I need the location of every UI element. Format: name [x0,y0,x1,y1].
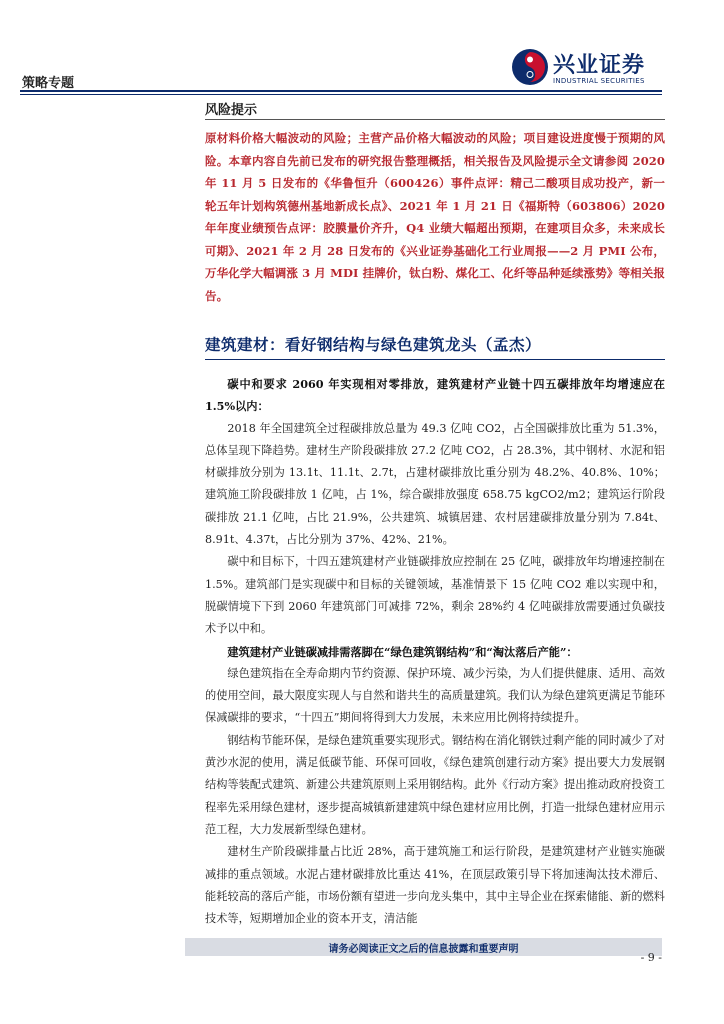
risk-heading-rule [205,119,665,120]
brand-logo [511,44,661,94]
brand-name: 兴业证券 [553,53,646,78]
section-title: 建筑建材：看好钢结构与绿色建筑龙头（孟杰） [205,336,542,354]
risk-heading: 风险提示 [205,103,258,118]
brand-emblem-icon [511,48,549,86]
report-section-label: 策略专题 [22,76,75,91]
header-divider [20,90,662,92]
paragraph: 2018 年全国建筑全过程碳排放总量为 49.3 亿吨 CO2，占全国碳排放比重为 51.3%，总体呈现下降趋势。建材生产阶段碳排放 27.2 亿吨 CO2，占 28.3%，其中钢材、水泥和铝材碳排放分别为 13.1t、11.1t、2.7t，占建材碳排放比重分别为 48.2%、40.8%、10%；建筑施工阶段碳排放 1 亿吨，占 1%，综合碳排放强度 658.75 kgCO2/m2；建筑运行阶段碳排放 21.1 亿吨，占比 21.9%，公共建筑、城镇居建、农村居建碳排放量分别为 7.84t、8.91t、4.37t，占比分别为 37%、42%、21%。 [205,421,665,547]
brand-subtitle: INDUSTRIAL SECURITIES [553,77,645,85]
footer-notice-bar [185,938,662,956]
section-body [205,373,665,930]
paragraph-subheading: 碳中和要求 2060 年实现相对零排放，建筑建材产业链十四五碳排放年均增速应在 1.5%以内： [205,377,665,414]
footer-notice[interactable]: 请务必阅读正文之后的信息披露和重要声明 [328,944,519,955]
paragraph: 建材生产阶段碳排量占比近 28%，高于建筑施工和运行阶段，是建筑建材产业链实施碳减排的重点领域。水泥占建材碳排放比重达 41%，在顶层政策引导下将加速淘汰技术滞后、能耗较高的落后产能，市场份额有望进一步向龙头集中，其中主导企业在探索储能、新的燃料技术等，短期增加企业的资本开支，清洁能 [205,845,665,926]
paragraph: 钢结构节能环保，是绿色建筑重要实现形式。钢结构在消化钢铁过剩产能的同时减少了对黄沙水泥的使用，满足低碳节能、环保可回收，《绿色建筑创建行动方案》提出要大力发展钢结构等装配式建筑、新建公共建筑原则上采用钢结构。此外《行动方案》提出推动政府投资工程率先采用绿色建材，逐步提高城镇新建建筑中绿色建材应用比例，打造一批绿色建材应用示范工程，大力发展新型绿色建材。 [205,733,665,836]
paragraph-subheading: 建筑建材产业链碳减排需落脚在“绿色建筑钢结构”和“淘汰落后产能”： [227,644,578,659]
header-divider-thin [20,94,662,95]
paragraph: 碳中和目标下，十四五建筑建材产业链碳排放应控制在 25 亿吨，碳排放年均增速控制在 1.5%。建筑部门是实现碳中和目标的关键领域，基准情景下 15 亿吨 CO2 难以实现中和，脱碳情境下下到 2060 年建筑部门可减排 72%，剩余 28%约 4 亿吨碳排放需要通过负碳技术予以中和。 [205,555,665,636]
section-title-rule [205,359,665,360]
risk-body: 原材料价格大幅波动的风险；主营产品价格大幅波动的风险；项目建设进度慢于预期的风险。本章内容自先前已发布的研究报告整理概括，相关报告及风险提示全文请参阅 2020 年 11 月 5 日发布的《华鲁恒升（600426）事件点评：精己二酸项目成功投产，新一轮五年计划构筑德州基地新成长点》、2021 年 1 月 21 日《福斯特（603806）2020 年年度业绩预告点评：胶膜量价齐升，Q4 业绩大幅超出预期，在建项目众多，未来成长可期》、2021 年 2 月 28 日发布的《兴业证券基础化工行业周报——2 月 PMI 公布，万华化学大幅调涨 3 月 MDI 挂牌价，钛白粉、煤化工、化纤等品种延续涨势》等相关报告。 [205,131,665,303]
page-number: - 9 - [640,951,662,964]
paragraph: 绿色建筑指在全寿命期内节约资源、保护环境、减少污染，为人们提供健康、适用、高效的使用空间，最大限度实现人与自然和谐共生的高质量建筑。我们认为绿色建筑更满足节能环保减碳排的要求，“十四五”期间将得到大力发展，未来应用比例将持续提升。 [205,666,665,725]
